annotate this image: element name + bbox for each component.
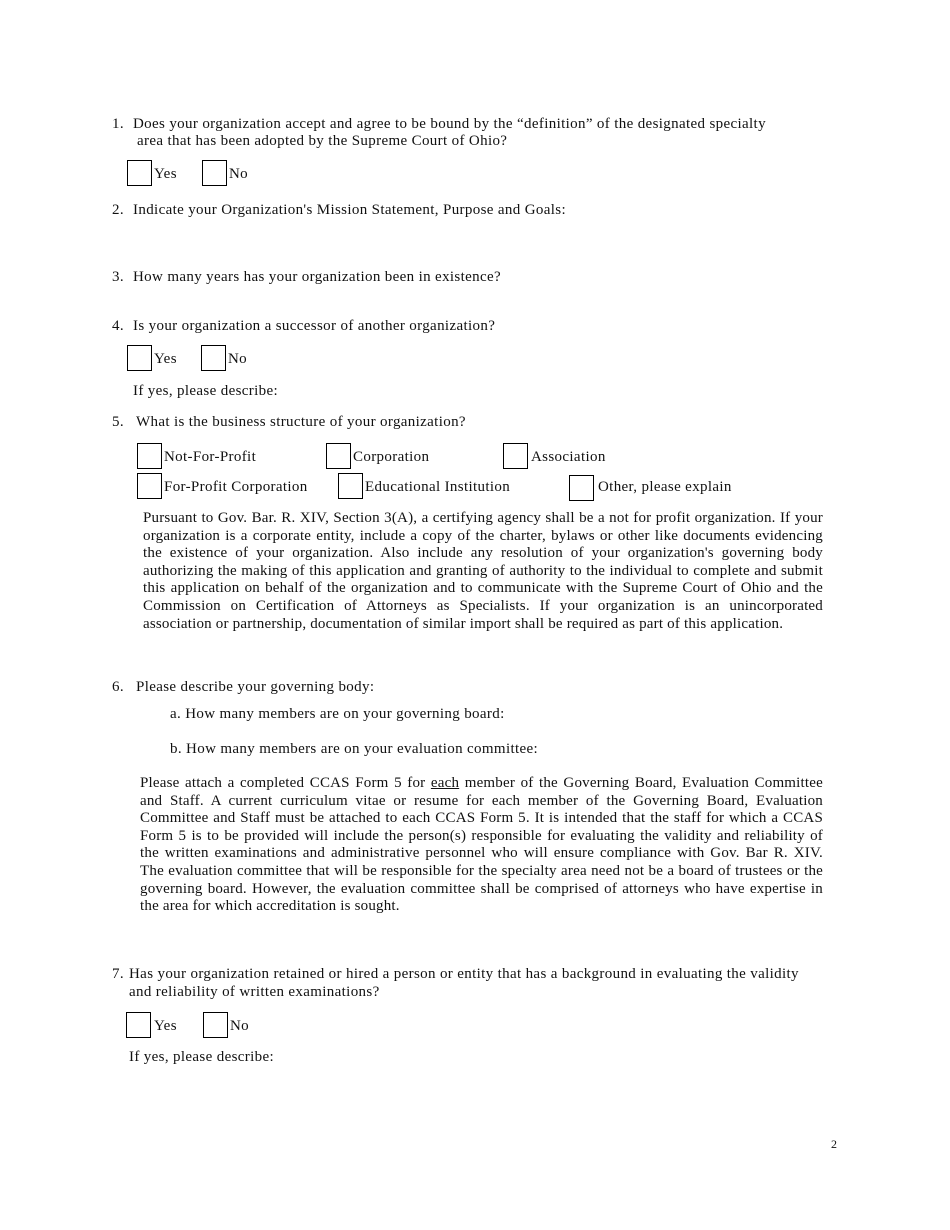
q7-text-line1: Has your organization retained or hired a person or entity that has a background in evaluating the validity <box>129 966 799 982</box>
q4-text: Is your organization a successor of another organization? <box>133 318 496 334</box>
q1-text-line2: area that has been adopted by the Supreme Court of Ohio? <box>137 133 508 149</box>
q1-number: 1. <box>112 116 124 132</box>
q6-note-paragraph <box>140 775 823 916</box>
option-other-label: Other, please explain <box>598 479 732 495</box>
q3-number: 3. <box>112 269 124 285</box>
option-for-profit-corporation-checkbox[interactable] <box>137 473 162 499</box>
q1-yes-checkbox[interactable] <box>127 160 152 186</box>
q7-no-checkbox[interactable] <box>203 1012 228 1038</box>
q7-describe-label: If yes, please describe: <box>129 1049 275 1065</box>
q6-text: Please describe your governing body: <box>136 679 375 695</box>
q3-text: How many years has your organization been in existence? <box>133 269 502 285</box>
option-educational-institution-checkbox[interactable] <box>338 473 363 499</box>
q6-b-text: b. How many members are on your evaluation committee: <box>170 741 539 757</box>
q5-note-paragraph: Pursuant to Gov. Bar. R. XIV, Section 3(A), a certifying agency shall be a not for profit organization. If your organization is a corporate entity, include a copy of the charter, bylaws or other like documents evidencing the existence of your organization. Also include any resolution of your organization's governing body authorizing the making of this application and granting of authority to the individual to complete and submit this application on behalf of the organization and to communicate with the Supreme Court of Ohio and the Commission on Certification of Attorneys as Specialists. If your organization is an unincorporated association or partnership, documentation of similar import shall be required as part of this application. <box>143 510 823 632</box>
option-educational-institution-label: Educational Institution <box>365 479 511 495</box>
q4-yes-label: Yes <box>154 351 177 367</box>
q1-yes-label: Yes <box>154 166 177 182</box>
q7-yes-checkbox[interactable] <box>126 1012 151 1038</box>
q4-no-checkbox[interactable] <box>201 345 226 371</box>
option-other-checkbox[interactable] <box>569 475 594 501</box>
option-association-label: Association <box>531 449 606 465</box>
q5-number: 5. <box>112 414 124 430</box>
q4-number: 4. <box>112 318 124 334</box>
q6-note-start: Please attach a completed CCAS Form 5 for <box>140 775 431 791</box>
option-corporation-label: Corporation <box>353 449 430 465</box>
q6-number: 6. <box>112 679 124 695</box>
q7-no-label: No <box>230 1018 250 1034</box>
page-number: 2 <box>831 1137 837 1151</box>
q1-no-checkbox[interactable] <box>202 160 227 186</box>
q2-number: 2. <box>112 202 124 218</box>
q2-text: Indicate your Organization's Mission Statement, Purpose and Goals: <box>133 202 566 218</box>
q6-note-rest: member of the Governing Board, Evaluation Committee and Staff. A current curriculum vitae or resume for each member of the Governing Board, Evaluation Committee and Staff must be attached to each CCAS Form 5. It is intended that the staff for which a CCAS Form 5 is to be provided will include the person(s) responsible for evaluating the validity and reliability of the written examinations and administrative personnel who will ensure compliance with Gov. Bar R. XIV. The evaluation committee that will be responsible for the specialty area need not be a board of trustees or the governing board. However, the evaluation committee shall be comprised of attorneys who have expertise in the area for which accreditation is sought. <box>140 775 823 915</box>
q1-no-label: No <box>229 166 249 182</box>
option-not-for-profit-checkbox[interactable] <box>137 443 162 469</box>
option-corporation-checkbox[interactable] <box>326 443 351 469</box>
q1-text-line1: Does your organization accept and agree to be bound by the “definition” of the designated specialty <box>133 116 766 132</box>
q6-note-underlined-word: each <box>430 775 460 791</box>
q4-yes-checkbox[interactable] <box>127 345 152 371</box>
q5-text: What is the business structure of your organization? <box>136 414 466 430</box>
q6-a-text: a. How many members are on your governing board: <box>170 706 505 722</box>
q4-no-label: No <box>228 351 248 367</box>
q7-text-line2: and reliability of written examinations? <box>129 984 380 1000</box>
option-association-checkbox[interactable] <box>503 443 528 469</box>
option-for-profit-corporation-label: For-Profit Corporation <box>164 479 308 495</box>
q7-yes-label: Yes <box>154 1018 177 1034</box>
q7-number: 7. <box>112 966 124 982</box>
q4-describe-label: If yes, please describe: <box>133 383 279 399</box>
option-not-for-profit-label: Not-For-Profit <box>164 449 257 465</box>
